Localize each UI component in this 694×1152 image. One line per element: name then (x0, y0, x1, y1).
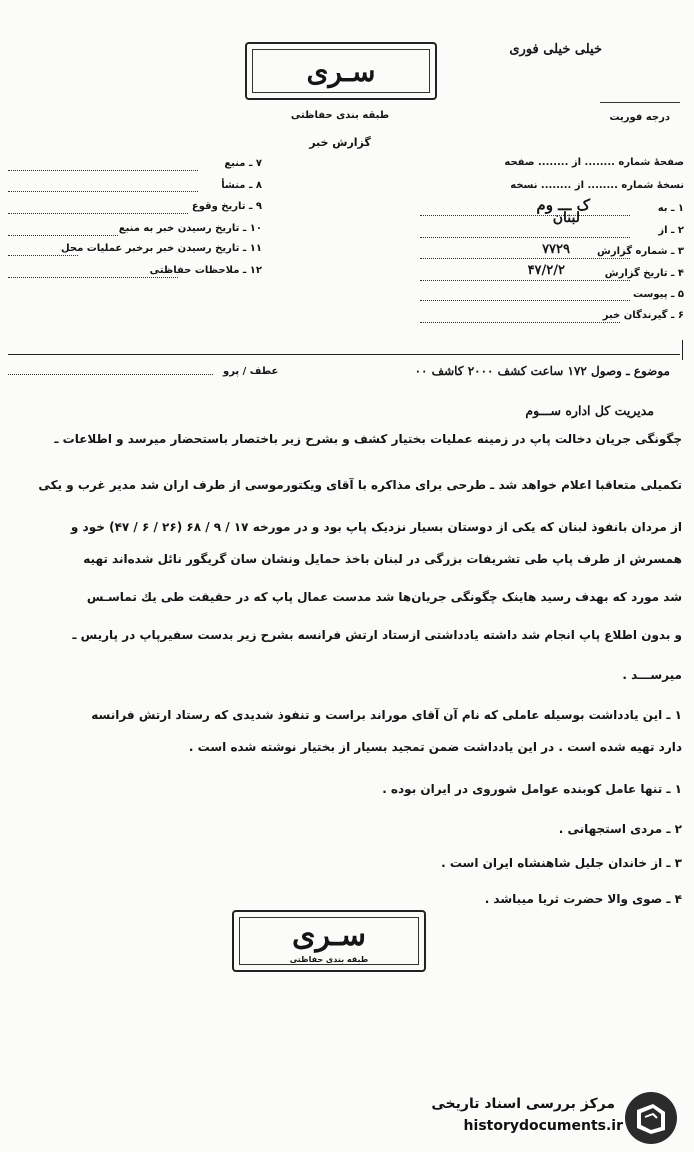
field-occurrence-date: ۹ ـ تاریخ وقوع (191, 201, 262, 212)
report-date-value: ۴۷/۲/۲ (527, 263, 565, 278)
to-label: ۱ ـ به (657, 203, 684, 214)
classification-stamp-bottom (232, 910, 426, 972)
copy-number-row: نسخهٔ شماره ........ از ........ نسخه (510, 180, 684, 191)
recipients-label: ۶ ـ گیرندگان خبر (602, 310, 684, 321)
list-item-2: ۲ ـ مردی استجهانی . (558, 822, 682, 836)
report-number-label: ۳ ـ شماره گزارش (597, 246, 684, 257)
field-date-to-operations: ۱۱ ـ تاریخ رسیدن خبر برخبر عملیات محل (60, 243, 262, 254)
bottom-stamp-label: طبقه بندی حفاظتی (289, 955, 369, 964)
body-addressee: مدیریت کل اداره ســـوم (525, 403, 654, 418)
field-origin: ۸ ـ منشأ (221, 180, 262, 191)
reference-label: عطف / پرو (223, 366, 279, 377)
body-line-2: تکمیلی متعاقبا اعلام خواهد شد ـ طرحی برای مذاکره با آقای ویکتورموسی از طرف اران شد مدیر غرب و یکی (38, 478, 682, 492)
report-title: گزارش خبر (309, 136, 371, 149)
from-label: ۲ ـ از (658, 225, 684, 236)
urgency-underline (600, 102, 680, 103)
bottom-stamp-text: سـری (292, 917, 366, 953)
body-line-4: همسرش از طرف پاپ طی تشریفات بزرگی در لبنان باخذ حمایل ونشان سان گریگور نائل شده‌اند تهیه (83, 552, 682, 566)
report-number-value: ۷۷۲۹ (542, 242, 570, 257)
field-security-notes: ۱۲ ـ ملاحظات حفاظتی (149, 265, 262, 276)
item-paragraph-2: دارد تهیه شده است . در این یادداشت ضمن تمجید بسیار از بختیار نوشته شده است . (188, 740, 682, 754)
list-item-3: ۳ ـ از خاندان جلیل شاهنشاه ایران است . (441, 856, 682, 870)
subject-text: موضوع ـ وصول ۱۷۲ ساعت کشف ۲۰۰۰ کاشف ۰۰ (414, 364, 670, 378)
watermark (405, 1090, 687, 1146)
body-line-3: از مردان بانفوذ لبنان که یکی از دوستان بسیار نزدیک پاپ بود و در مورخه ۱۷ / ۹ / ۶۸ (۲۶ / ۶ / ۴۷) خود و (70, 520, 682, 534)
to-value: ک ـــ وم (536, 196, 590, 214)
urgency-label: درجه فوریت (609, 112, 670, 123)
field-source: ۷ ـ منبع (224, 158, 262, 169)
body-line-7: میرســـد . (622, 668, 682, 682)
page-number-row: صفحهٔ شماره ........ از ........ صفحه (504, 157, 684, 168)
body-line-1: چگونگی جریان دخالت پاپ در زمینه عملیات بختیار کشف و بشرح زیر باختصار باستحضار میرسد و اطلاعات ـ (54, 432, 682, 446)
body-line-6: و بدون اطلاع پاپ انجام شد داشته یادداشتی ازستاد ارتش فرانسه بشرح زیر بدست سفیرپاپ در پاریس ـ (72, 628, 682, 642)
watermark-url: historydocuments.ir (463, 1118, 623, 1134)
archive-logo-icon (623, 1090, 679, 1146)
urgency-value: خیلی خیلی فوری (509, 42, 602, 57)
list-item-1: ۱ ـ تنها عامل کوبنده عوامل شوروی در ایران بوده . (382, 782, 682, 796)
header-divider (8, 354, 680, 355)
divider-tick (682, 340, 683, 360)
item-paragraph-1: ۱ ـ این یادداشت بوسیله عاملی که نام آن آقای موراند براست و تنفوذ شدیدی که رستاد ارتش فرانسه (91, 708, 682, 722)
classification-stamp-text: سـری (306, 54, 376, 88)
report-date-label: ۴ ـ تاریخ گزارش (604, 268, 684, 279)
subject-row (8, 362, 680, 384)
list-item-4: ۴ ـ صوی والا حضرت ثریا میباشد . (484, 892, 682, 906)
from-value: لبنان (552, 210, 580, 226)
classification-stamp-top (245, 42, 437, 100)
classification-label: طبقه بندی حفاظتی (290, 110, 390, 121)
field-date-to-source: ۱۰ ـ تاریخ رسیدن خبر به منبع (118, 223, 262, 234)
body-line-5: شد مورد که بهدف رسید هاینک چگونگی جریان‌ها شد مدست عمال پاپ که در حقیقت طی یك تماسـس (86, 590, 682, 604)
attachment-label: ۵ ـ پیوست (632, 289, 684, 300)
watermark-name: مرکز بررسی اسناد تاریخی (431, 1096, 615, 1112)
